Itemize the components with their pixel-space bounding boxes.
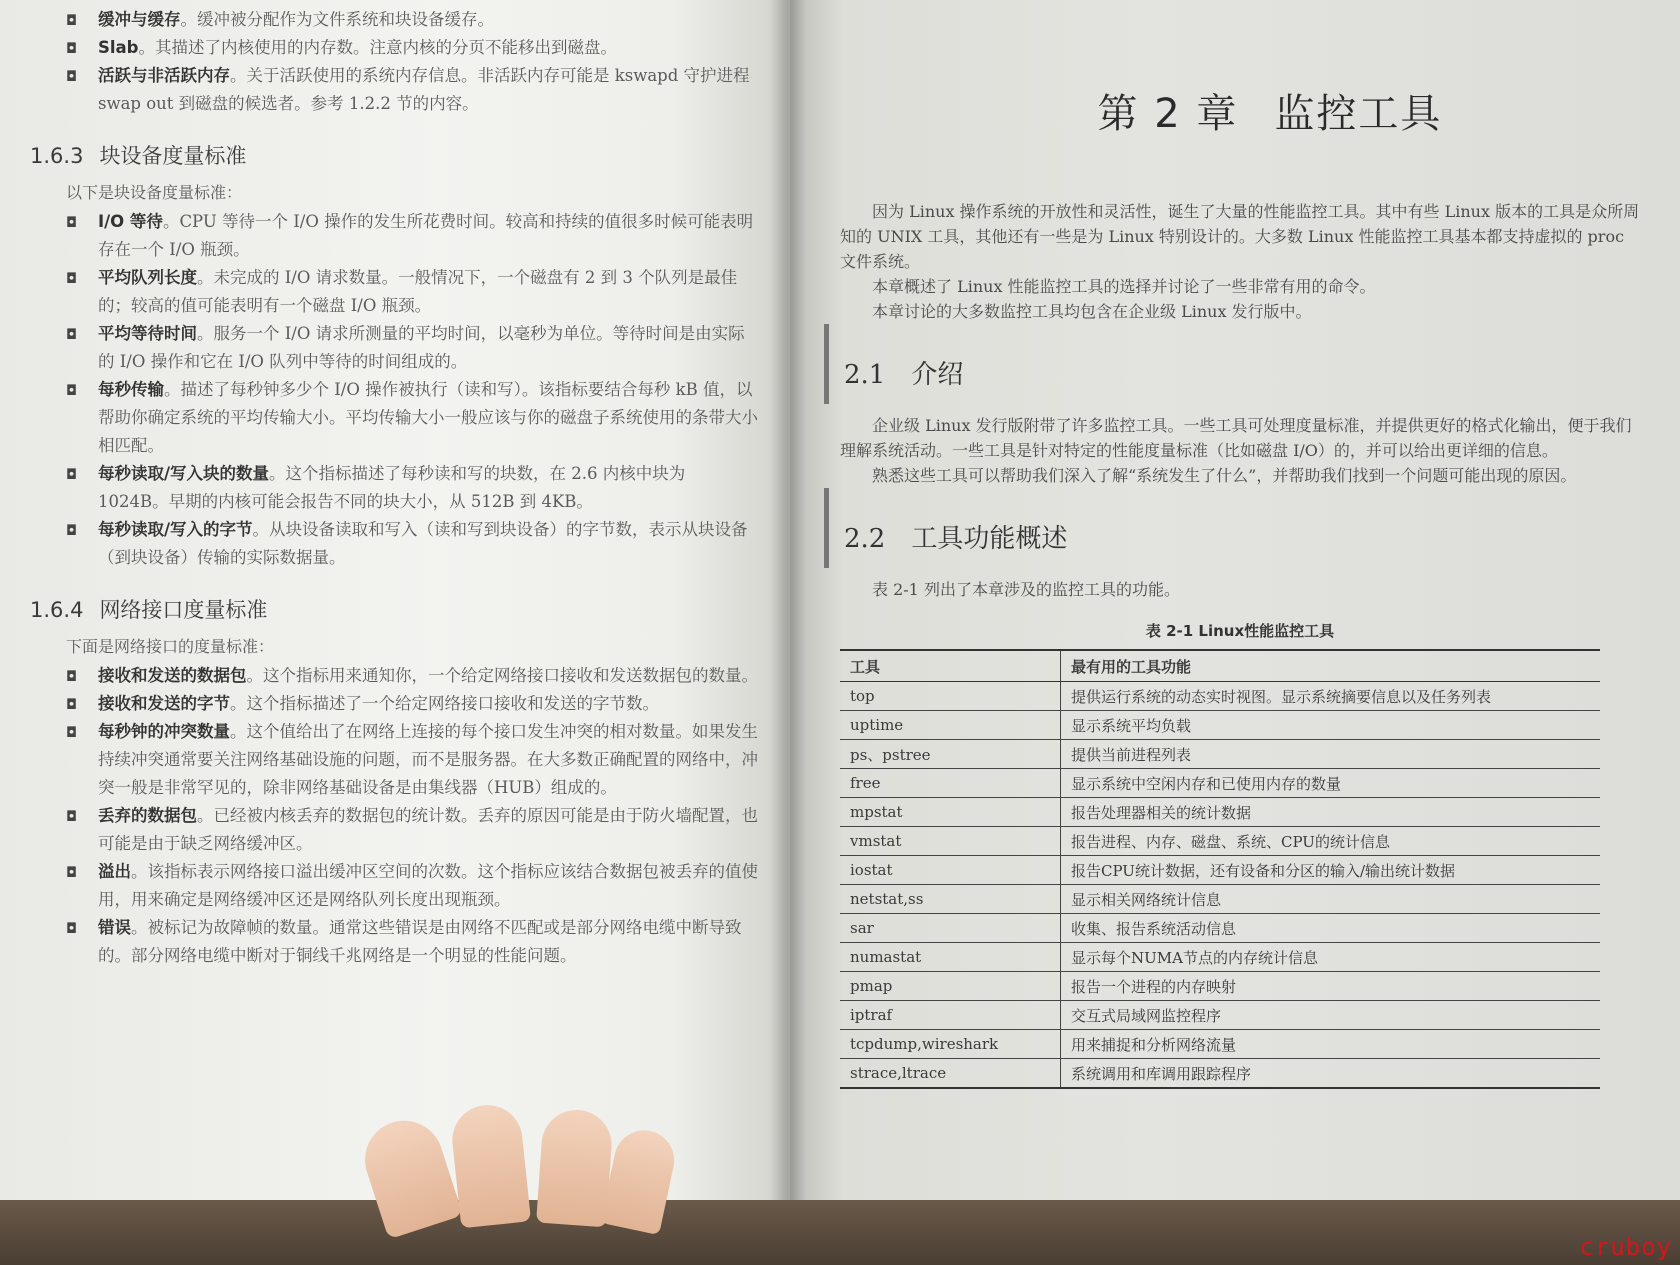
tool-function-cell: 提供运行系统的动态实时视图。显示系统摘要信息以及任务列表: [1061, 682, 1601, 711]
bullet-icon: ◘: [66, 809, 78, 825]
section-heading-1-6-4: 1.6.4 网络接口度量标准: [30, 598, 268, 622]
tool-name-cell: tcpdump,wireshark: [840, 1030, 1061, 1059]
tool-name-cell: free: [840, 769, 1061, 798]
bullet-icon: ◘: [66, 13, 78, 29]
table-row: [840, 798, 1600, 827]
chapter-title: 第 2 章 监控工具: [1097, 91, 1443, 137]
section-bar: [824, 324, 829, 404]
table-row: [840, 1030, 1600, 1059]
table-row: [840, 914, 1600, 943]
section-heading-1-6-3: 1.6.3 块设备度量标准: [30, 144, 247, 168]
tool-function-cell: 报告一个进程的内存映射: [1061, 972, 1601, 1001]
bullet-icon: ◘: [66, 725, 78, 741]
left-page: [0, 0, 790, 1218]
tool-name-cell: pmap: [840, 972, 1061, 1001]
bullet-icon: ◘: [66, 271, 78, 287]
tool-name-cell: ps、pstree: [840, 740, 1061, 769]
bullet-icon: ◘: [66, 697, 78, 713]
paragraph: 熟悉这些工具可以帮助我们深入了解“系统发生了什么”，并帮助我们找到一个问题可能出现的原因。: [872, 466, 1577, 485]
list-item: ◘ Slab。其描述了内核使用的内存数。注意内核的分页不能移出到磁盘。: [30, 34, 760, 62]
tool-function-cell: 报告CPU统计数据，还有设备和分区的输入/输出统计数据: [1061, 856, 1601, 885]
paragraph: 表 2-1 列出了本章涉及的监控工具的功能。: [872, 580, 1180, 599]
tool-function-cell: 交互式局域网监控程序: [1061, 1001, 1601, 1030]
table-row: [840, 856, 1600, 885]
paragraph: 因为 Linux 操作系统的开放性和灵活性，诞生了大量的性能监控工具。其中有些 Linux 版本的工具是众所周知的 UNIX 工具，其他还有一些是为 Linux 特别设计的。大多数 Linux 性能监控工具基本都支持虚拟的 proc 文件系统。: [840, 202, 1640, 271]
tool-function-cell: 显示每个NUMA节点的内存统计信息: [1061, 943, 1601, 972]
section-intro: 以下是块设备度量标准：: [66, 183, 243, 202]
list-item: ◘ 丢弃的数据包。已经被内核丢弃的数据包的统计数。丢弃的原因可能是由于防火墙配置，也可能是由于缺乏网络缓冲区。: [30, 802, 760, 858]
table-row: [840, 769, 1600, 798]
table-row: [840, 972, 1600, 1001]
tool-name-cell: iptraf: [840, 1001, 1061, 1030]
bullet-icon: ◘: [66, 215, 78, 231]
list-item: ◘ 错误。被标记为故障帧的数量。通常这些错误是由网络不匹配或是部分网络电缆中断导致的。部分网络电缆中断对于铜线千兆网络是一个明显的性能问题。: [30, 914, 760, 970]
bullet-icon: ◘: [66, 383, 78, 399]
list-item: ◘ 溢出。该指标表示网络接口溢出缓冲区空间的次数。这个指标应该结合数据包被丢弃的值使用，用来确定是网络缓冲区还是网络队列长度出现瓶颈。: [30, 858, 760, 914]
list-item: ◘ 缓冲与缓存。缓冲被分配作为文件系统和块设备缓存。: [30, 6, 760, 34]
tools-table: [840, 649, 1600, 1089]
table-row: [840, 1059, 1600, 1089]
list-item: ◘ 活跃与非活跃内存。关于活跃使用的系统内存信息。非活跃内存可能是 kswapd 守护进程 swap out 到磁盘的候选者。参考 1.2.2 节的内容。: [30, 62, 760, 118]
watermark: cruboy: [1579, 1233, 1672, 1261]
paragraph: 本章讨论的大多数监控工具均包含在企业级 Linux 发行版中。: [872, 302, 1312, 321]
tool-function-cell: 用来捕捉和分析网络流量: [1061, 1030, 1601, 1059]
network-metrics-list: [30, 662, 760, 970]
tool-function-cell: 系统调用和库调用跟踪程序: [1061, 1059, 1601, 1089]
section-bar: [824, 488, 829, 568]
list-item: ◘ 每秒读取/写入块的数量。这个指标描述了每秒读和写的块数，在 2.6 内核中块为 1024B。早期的内核可能会报告不同的块大小，从 512B 到 4KB。: [30, 460, 760, 516]
tool-name-cell: strace,ltrace: [840, 1059, 1061, 1089]
list-item: ◘ 接收和发送的字节。这个指标描述了一个给定网络接口接收和发送的字节数。: [30, 690, 760, 718]
list-item: ◘ 平均队列长度。未完成的 I/O 请求数量。一般情况下，一个磁盘有 2 到 3 个队列是最佳的；较高的值可能表明有一个磁盘 I/O 瓶颈。: [30, 264, 760, 320]
column-header: 工具: [840, 650, 1061, 682]
bullet-icon: ◘: [66, 865, 78, 881]
tool-name-cell: top: [840, 682, 1061, 711]
tool-function-cell: 报告处理器相关的统计数据: [1061, 798, 1601, 827]
section-heading-2-1: 2.1 介绍: [840, 354, 1640, 391]
section-intro: 下面是网络接口的度量标准：: [66, 637, 275, 656]
tool-name-cell: iostat: [840, 856, 1061, 885]
tool-name-cell: mpstat: [840, 798, 1061, 827]
paragraph: 本章概述了 Linux 性能监控工具的选择并讨论了一些非常有用的命令。: [872, 277, 1376, 296]
table-row: [840, 885, 1600, 914]
list-item: ◘ 每秒钟的冲突数量。这个值给出了在网络上连接的每个接口发生冲突的相对数量。如果发生持续冲突通常要关注网络基础设施的问题，而不是服务器。在大多数正确配置的网络中，冲突一般是非常罕见的，除非网络基础设备是由集线器（HUB）组成的。: [30, 718, 760, 802]
tool-name-cell: numastat: [840, 943, 1061, 972]
table-header-row: [840, 650, 1600, 682]
table-surface: [0, 1200, 1680, 1265]
paragraph: 企业级 Linux 发行版附带了许多监控工具。一些工具可处理度量标准，并提供更好的格式化输出，便于我们理解系统活动。一些工具是针对特定的性能度量标准（比如磁盘 I/O）的，并可以给出更详细的信息。: [840, 416, 1632, 460]
list-item: ◘ 每秒传输。描述了每秒钟多少个 I/O 操作被执行（读和写）。该指标要结合每秒 kB 值，以帮助你确定系统的平均传输大小。平均传输大小一般应该与你的磁盘子系统使用的条带大小相匹配。: [30, 376, 760, 460]
memory-metrics-list: [30, 6, 760, 118]
bullet-icon: ◘: [66, 327, 78, 343]
table-row: [840, 740, 1600, 769]
table-caption: 表 2-1 Linux性能监控工具: [1145, 622, 1335, 640]
table-row: [840, 943, 1600, 972]
right-page: [790, 0, 1680, 1228]
tool-function-cell: 显示相关网络统计信息: [1061, 885, 1601, 914]
list-item: ◘ 每秒读取/写入的字节。从块设备读取和写入（读和写到块设备）的字节数，表示从块设备（到块设备）传输的实际数据量。: [30, 516, 760, 572]
table-row: [840, 682, 1600, 711]
tool-name-cell: netstat,ss: [840, 885, 1061, 914]
tool-name-cell: sar: [840, 914, 1061, 943]
list-item: ◘ 平均等待时间。服务一个 I/O 请求所测量的平均时间，以毫秒为单位。等待时间是由实际的 I/O 操作和它在 I/O 队列中等待的时间组成的。: [30, 320, 760, 376]
tool-function-cell: 提供当前进程列表: [1061, 740, 1601, 769]
bullet-icon: ◘: [66, 921, 78, 937]
tool-function-cell: 显示系统中空闲内存和已使用内存的数量: [1061, 769, 1601, 798]
list-item: ◘ 接收和发送的数据包。这个指标用来通知你，一个给定网络接口接收和发送数据包的数量。: [30, 662, 760, 690]
bullet-icon: ◘: [66, 669, 78, 685]
bullet-icon: ◘: [66, 467, 78, 483]
bullet-icon: ◘: [66, 523, 78, 539]
tool-function-cell: 显示系统平均负载: [1061, 711, 1601, 740]
list-item: ◘ I/O 等待。CPU 等待一个 I/O 操作的发生所花费时间。较高和持续的值很多时候可能表明存在一个 I/O 瓶颈。: [30, 208, 760, 264]
column-header: 最有用的工具功能: [1061, 650, 1601, 682]
bullet-icon: ◘: [66, 41, 78, 57]
bullet-icon: ◘: [66, 69, 78, 85]
tool-function-cell: 收集、报告系统活动信息: [1061, 914, 1601, 943]
table-row: [840, 711, 1600, 740]
book-spine-shadow: [770, 0, 806, 1230]
table-row: [840, 827, 1600, 856]
tool-name-cell: vmstat: [840, 827, 1061, 856]
tool-name-cell: uptime: [840, 711, 1061, 740]
section-heading-2-2: 2.2 工具功能概述: [840, 518, 1640, 555]
table-row: [840, 1001, 1600, 1030]
tool-function-cell: 报告进程、内存、磁盘、系统、CPU的统计信息: [1061, 827, 1601, 856]
block-device-metrics-list: [30, 208, 760, 572]
